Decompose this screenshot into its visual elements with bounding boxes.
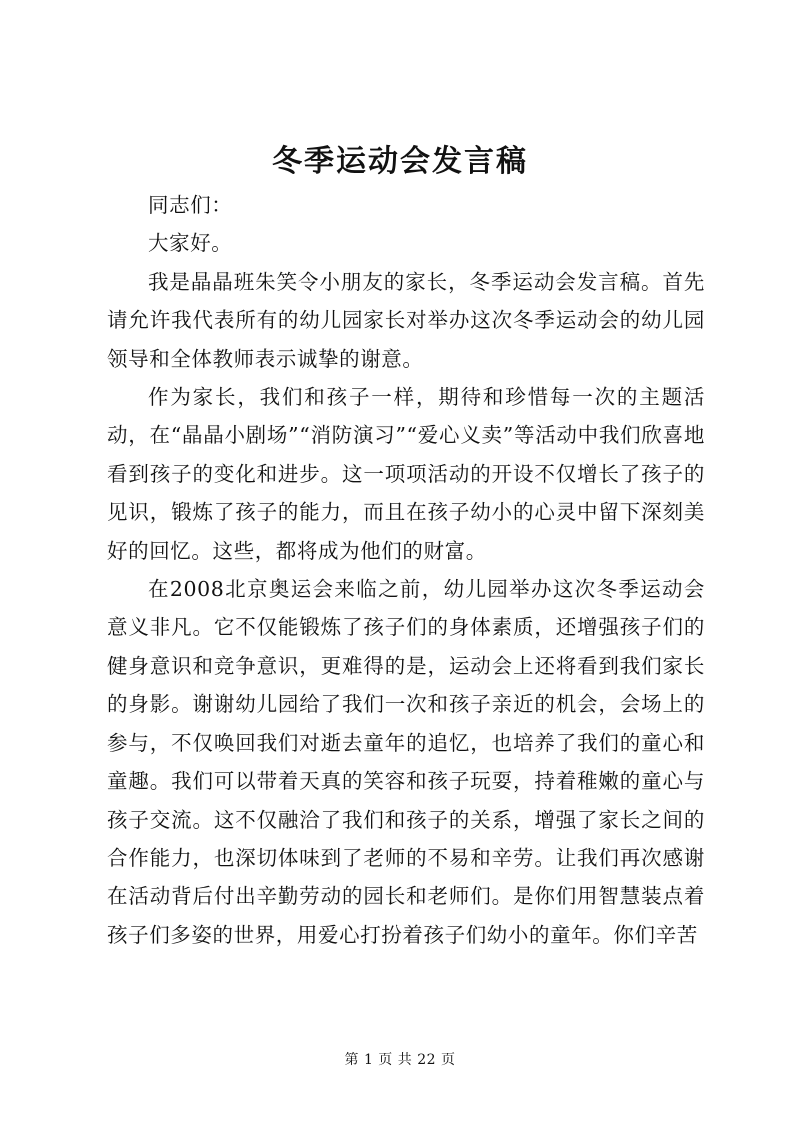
intro-paragraph: 我是晶晶班朱笑令小朋友的家长，冬季运动会发言稿。首先请允许我代表所有的幼儿园家长对举办这次冬季运动会的幼儿园领导和全体教师表示诚挚的谢意。 — [107, 269, 705, 371]
page-footer: 第 1 页 共 22 页 — [344, 1052, 456, 1068]
salutation-paragraph: 同志们： — [148, 193, 233, 217]
sports-meet-paragraph: 在2008北京奥运会来临之前，幼儿园举办这次冬季运动会意义非凡。它不仅能锻炼了孩子们的身体素质，还增强孩子们的健身意识和竞争意识，更难得的是，运动会上还将看到我们家长的身影。谢谢幼儿园给了我们一次和孩子亲近的机会，会场上的参与，不仅唤回我们对逝去童年的追忆，也培养了我们的童心和童趣。我们可以带着天真的笑容和孩子玩耍，持着稚嫩的童心与孩子交流。这不仅融洽了我们和孩子的关系，增强了家长之间的合作能力，也深切体味到了老师的不易和辛劳。让我们再次感谢在活动背后付出辛勤劳动的园长和老师们。是你们用智慧装点着孩子们多姿的世界，用爱心打扮着孩子们幼小的童年。你们辛苦 — [107, 577, 705, 947]
document-body — [107, 186, 705, 954]
greeting-paragraph: 大家好。 — [148, 231, 233, 256]
activities-paragraph: 作为家长，我们和孩子一样，期待和珍惜每一次的主题活动，在“晶晶小剧场”“消防演习”“爱心义卖”等活动中我们欣喜地看到孩子的变化和进步。这一项项活动的开设不仅增长了孩子的见识，锻炼了孩子的能力，而且在孩子幼小的心灵中留下深刻美好的回忆。这些，都将成为他们的财富。 — [107, 385, 705, 563]
document-title: 冬季运动会发言稿 — [272, 144, 528, 179]
